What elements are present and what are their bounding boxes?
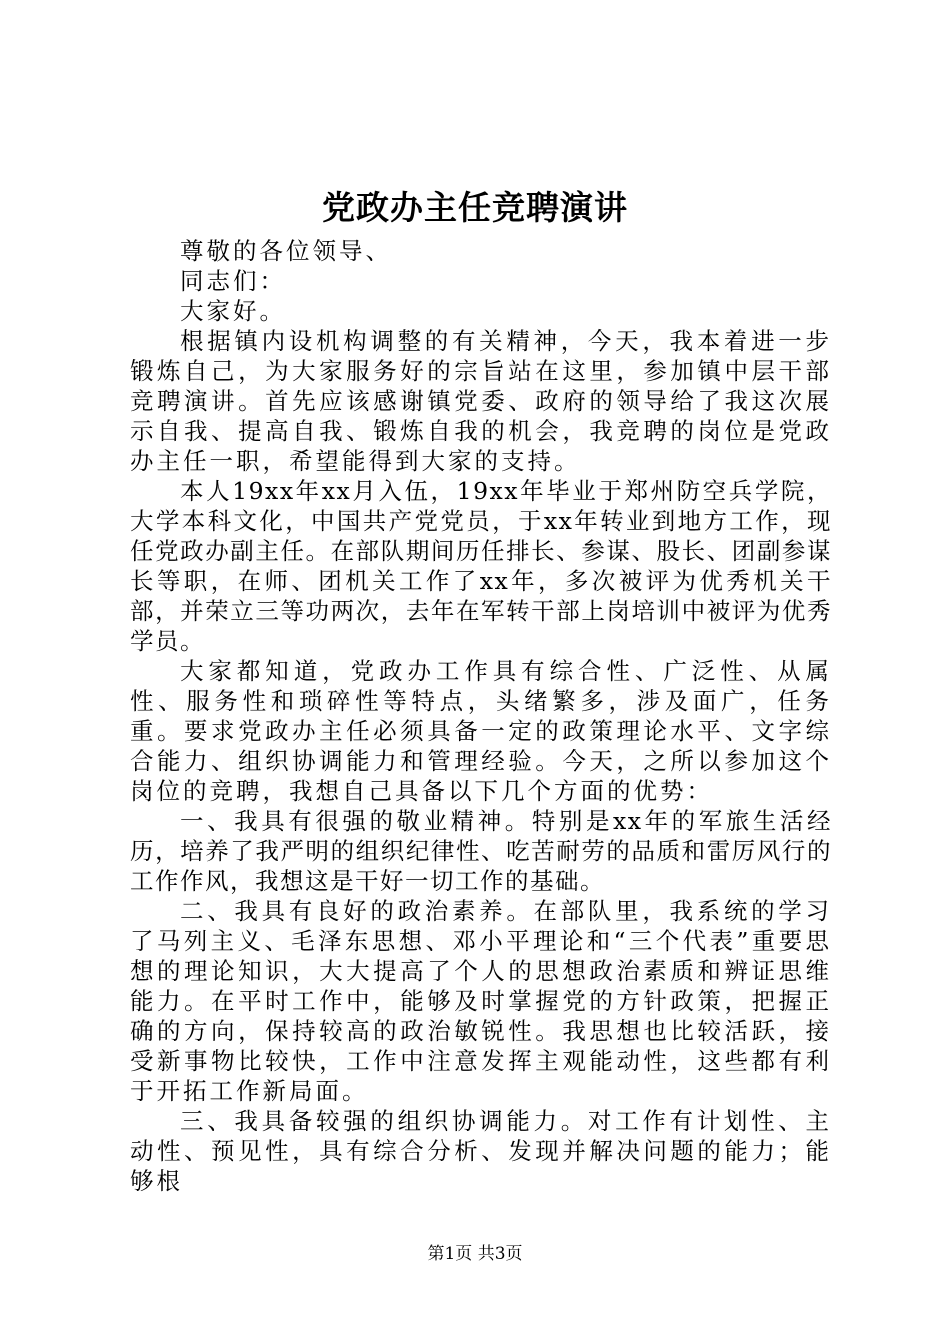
paragraph-strength-2: 二、我具有良好的政治素养。在部队里，我系统的学习了马列主义、毛泽东思想、邓小平理论和“三个代表”重要思想的理论知识，大大提高了个人的思想政治素质和辨证思维能力。在平时工作中，能够及时掌握党的方针政策，把握正确的方向，保持较高的政治敏锐性。我思想也比较活跃，接受新事物比较快，工作中注意发挥主观能动性，这些都有利于开拓工作新局面。 xyxy=(130,897,832,1105)
page-footer: 第1页 共3页 xyxy=(427,1244,523,1264)
paragraph-strength-3: 三、我具备较强的组织协调能力。对工作有计划性、主动性、预见性，具有综合分析、发现并解决问题的能力；能够根 xyxy=(130,1107,832,1195)
paragraph-intro: 根据镇内设机构调整的有关精神，今天，我本着进一步锻炼自己，为大家服务好的宗旨站在这里，参加镇中层干部竞聘演讲。首先应该感谢镇党委、政府的领导给了我这次展示自我、提高自我、锻炼自我的机会，我竞聘的岗位是党政办主任一职，希望能得到大家的支持。 xyxy=(130,327,832,475)
paragraph-background: 本人19xx年xx月入伍，19xx年毕业于郑州防空兵学院，大学本科文化，中国共产党党员，于xx年转业到地方工作，现任党政办副主任。在部队期间历任排长、参谋、股长、团副参谋长等职，在师、团机关工作了xx年，多次被评为优秀机关干部，并荣立三等功两次，去年在军转干部上岗培训中被评为优秀学员。 xyxy=(130,477,832,655)
paragraph-strength-1: 一、我具有很强的敬业精神。特别是xx年的军旅生活经历，培养了我严明的组织纪律性、吃苦耐劳的品质和雷厉风行的工作作风，我想这是干好一切工作的基础。 xyxy=(130,807,832,895)
document-title: 党政办主任竞聘演讲 xyxy=(322,188,628,227)
salutation-line-1: 尊敬的各位领导、 xyxy=(180,237,392,265)
paragraph-job-description: 大家都知道，党政办工作具有综合性、广泛性、从属性、服务性和琐碎性等特点，头绪繁多，涉及面广，任务重。要求党政办主任必须具备一定的政策理论水平、文字综合能力、组织协调能力和管理经验。今天，之所以参加这个岗位的竞聘，我想自己具备以下几个方面的优势： xyxy=(130,657,832,805)
document-body xyxy=(130,236,832,1196)
greeting-line: 大家好。 xyxy=(180,297,286,325)
salutation-line-2: 同志们： xyxy=(180,267,286,295)
